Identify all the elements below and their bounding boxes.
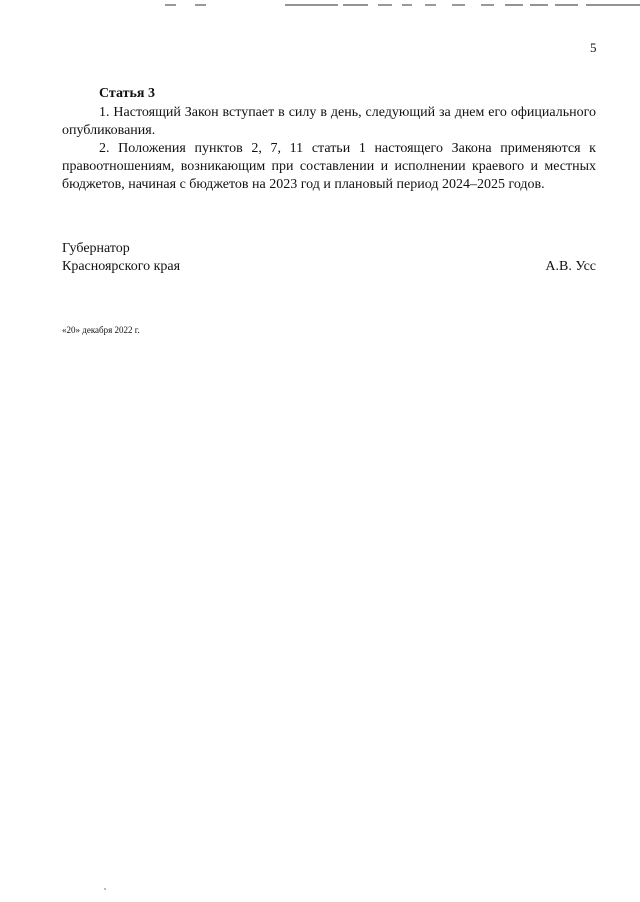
article-paragraph-2: 2. Положения пунктов 2, 7, 11 статьи 1 настоящего Закона применяются к правоотношениям, возникающим при составлении и исполнении краевого и местных бюджетов, начиная с бюджетов на 2023 год и плановый период 2024–2025 годов. [62, 141, 596, 192]
page-number: 5 [590, 40, 597, 55]
signature-title-line-2: Красноярского края [62, 259, 181, 274]
signatory-name: А.В. Усс [545, 259, 596, 274]
scan-artifact-marks [0, 0, 640, 12]
signature-block [62, 240, 596, 276]
article-section [62, 85, 596, 194]
document-date: «20» декабря 2022 г. [62, 325, 140, 335]
article-paragraph-1: 1. Настоящий Закон вступает в силу в день, следующий за днем его официального опубликования. [62, 105, 596, 138]
signature-title-line-1: Губернатор [62, 241, 130, 256]
scan-speck [104, 888, 106, 890]
article-title: Статья 3 [99, 86, 155, 101]
